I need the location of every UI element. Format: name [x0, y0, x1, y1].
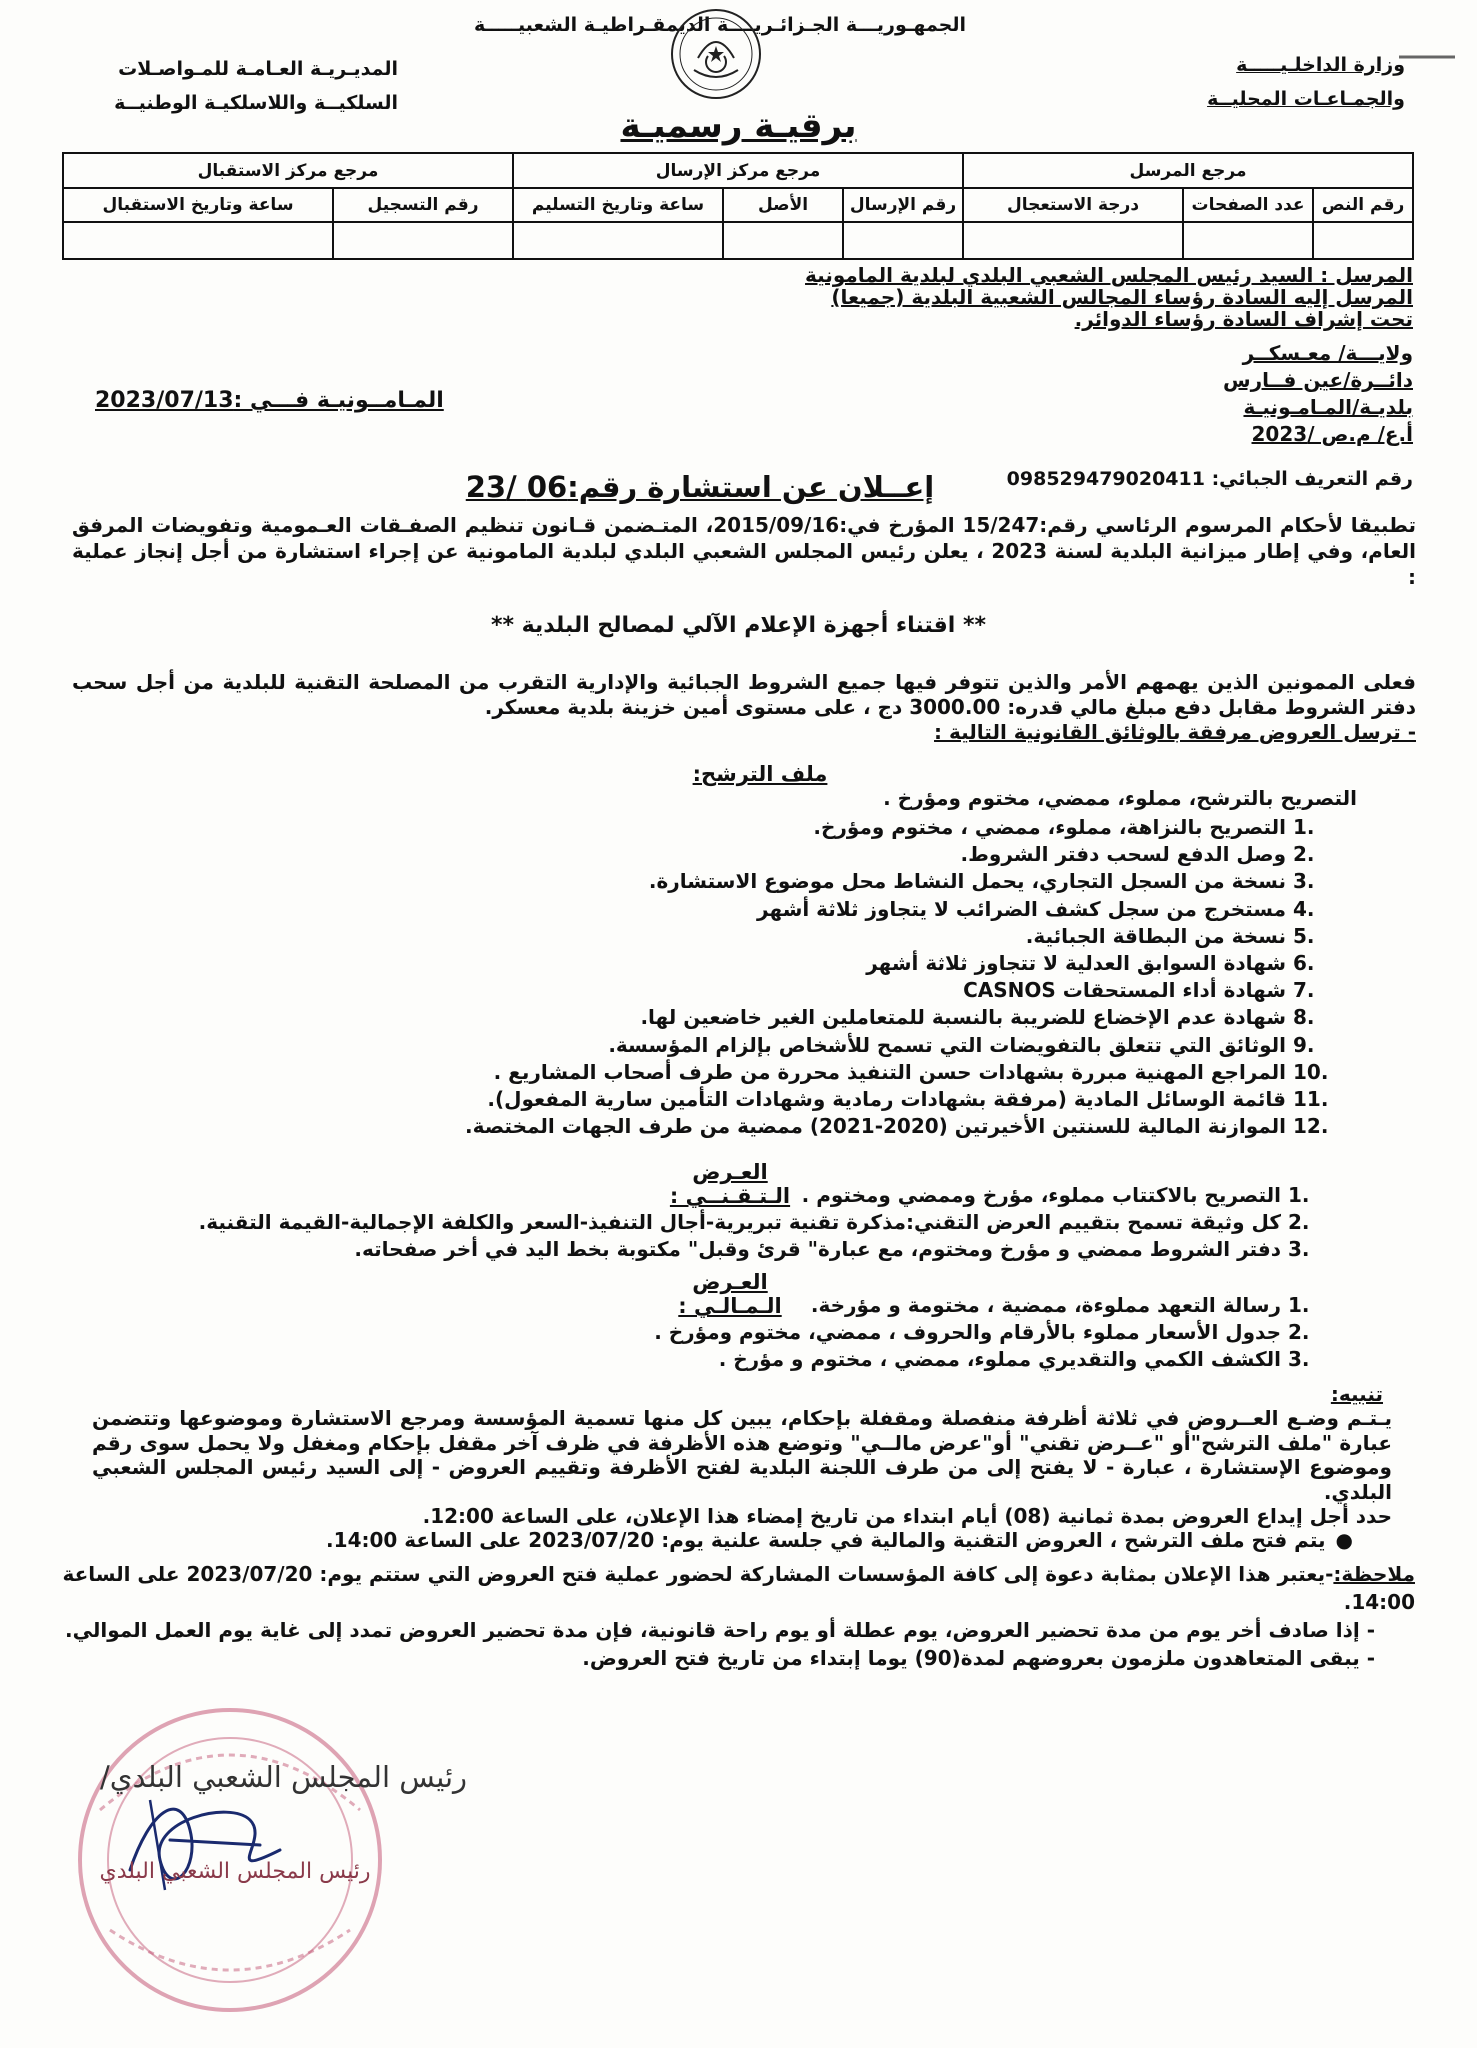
intro-paragraph: تطبيقا لأحكام المرسوم الرئاسي رقم:15/247 المؤرخ في:2015/09/16، المتـضمن قـانون تنظيم الصفـقات العـمومية وتفويضات المرفق العام، وفي إطار ميزانية البلدية لسنة 2023 ، يعلن رئيس المجلس الشعبي البلدي لبلدية المامونية عن إجراء استشارة من أجل إنجاز عملية :	[72, 513, 1417, 589]
list-item	[427, 977, 1327, 1004]
bidders-paragraph	[72, 670, 1416, 745]
list-item	[422, 1346, 1322, 1373]
financial-offer-title: العـرض الـمـالـي :	[678, 1270, 782, 1318]
item-text: مستخرج من سجل كشف الضرائب لا يتجاوز ثلاثة أشهر	[757, 896, 1287, 921]
sender-ref-header: مرجع المرسل	[963, 153, 1413, 188]
notice-paragraph	[92, 1406, 1392, 1529]
col-receipt-time: ساعة وتاريخ الاستقبال	[63, 188, 333, 221]
operation-title: ** اقتناء أجهزة الإعلام الآلي لمصالح البلدية **	[491, 613, 986, 638]
cell-blank	[513, 222, 723, 259]
item-text: جدول الأسعار مملوء بالأرقام والحروف ، ممضي، مختوم ومؤرخ .	[654, 1320, 1282, 1345]
cell-blank	[63, 222, 333, 259]
item-text: نسخة من السجل التجاري، يحمل النشاط محل موضوع الاستشارة.	[648, 869, 1287, 894]
item-text: رسالة التعهد مملوءة، ممضية ، مختومة و مؤرخة.	[810, 1293, 1282, 1317]
staple-mark	[1397, 52, 1457, 62]
handwritten-signature-icon	[110, 1770, 330, 1910]
col-origin: الأصل	[723, 188, 843, 221]
list-item	[427, 1004, 1327, 1031]
tax-id: رقم التعريف الجبائي: 09852947902041‌1	[1006, 468, 1413, 490]
reference-table	[62, 152, 1414, 260]
daira-line: دائــرة/عين فــارس	[1222, 368, 1413, 392]
list-item	[192, 1182, 1322, 1209]
cell-blank	[1313, 222, 1413, 259]
list-item	[427, 1032, 1327, 1059]
technical-offer-title: العـرض الـتـقـنــي :	[669, 1160, 791, 1208]
item-text: شهادة السوابق العدلية لا تتجاوز ثلاثة أشهر	[866, 951, 1287, 976]
list-item	[427, 950, 1327, 977]
item-number: 7.	[1293, 978, 1315, 1003]
item-number: 4.	[1293, 896, 1315, 921]
item-number: 12.	[1293, 1114, 1329, 1139]
list-item	[422, 1319, 1322, 1346]
item-number: 10.	[1293, 1059, 1329, 1084]
location-block	[1013, 340, 1413, 448]
notice-heading: تنبيه:	[1330, 1382, 1383, 1406]
list-item	[192, 1209, 1322, 1236]
receive-center-ref-header: مرجع مركز الاستقبال	[63, 153, 513, 188]
bullet-icon: ●	[1335, 1528, 1353, 1552]
list-item	[422, 1292, 1322, 1319]
item-number: 1.	[1288, 1293, 1310, 1317]
list-item	[427, 1059, 1327, 1086]
opening-text: يتم فتح ملف الترشح ، العروض التقنية والمالية في جلسة علنية يوم: 2023/07/20 على الساعة 14:00.	[326, 1528, 1326, 1552]
item-text: قائمة الوسائل المادية (مرفقة بشهادات رمادية وشهادات التأمين سارية المفعول).	[487, 1087, 1287, 1112]
item-text: التصريح بالنزاهة، مملوء، ممضي ، مختوم ومؤرخ.	[813, 815, 1287, 839]
candidature-title: ملف الترشح:	[692, 762, 828, 786]
item-number: 2.	[1293, 842, 1315, 867]
item-text: شهادة عدم الإخضاع للضريبة بالنسبة للمتعاملين الغير خاضعين لها.	[640, 1005, 1287, 1030]
item-text: الوثائق التي تتعلق بالتفويضات التي تسمح للأشخاص بإلزام المؤسسة.	[608, 1032, 1287, 1057]
list-item	[427, 841, 1327, 868]
financial-offer-list	[422, 1292, 1322, 1374]
remark-line-2: - إذا صادف أخر يوم من مدة تحضير العروض، يوم عطلة أو يوم راحة قانونية، فإن مدة تحضير العروض تمدد إلى غاية يوم العمل الموالي.	[65, 1618, 1375, 1642]
list-item	[192, 1236, 1322, 1263]
list-item	[427, 1113, 1327, 1140]
sender-line: المرسل : السيد رئيس المجلس الشعبي البلدي لبلدية المامونية	[805, 263, 1413, 287]
item-number: 1.	[1293, 815, 1315, 839]
item-number: 2.	[1288, 1320, 1310, 1345]
send-center-ref-header: مرجع مركز الإرسال	[513, 153, 963, 188]
cell-blank	[333, 222, 513, 259]
cell-blank	[723, 222, 843, 259]
remark-line-3: - يبقى المتعاهدون ملزمون بعروضهم لمدة(90) يوما إبتداء من تاريخ فتح العروض.	[582, 1646, 1375, 1670]
item-text: المراجع المهنية مبررة بشهادات حسن التنفيذ محررة من طرف أصحاب المشاريع .	[493, 1059, 1287, 1084]
remark-text-1: -يعتبر هذا الإعلان بمثابة دعوة إلى كافة المؤسسات المشاركة لحضور عملية فتح العروض التي ستتم يوم: 2023/07/20 على الساعة 14:00.	[62, 1562, 1415, 1614]
wilaya-line: ولايـــة/ معـسكــر	[1242, 341, 1413, 365]
notice-body: يـتـم وضـع العــروض في ثلاثة أظرفة منفصلة ومقفلة بإحكام، يبين كل منها تسمية المؤسسة ومرجع الاستشارة وموضوعها وتتضمن عبارة "ملف الترشح"أو "عــرض تقني" أو"عرض مالــي" وتوضع هذه الأظرفة في ظرف آخر مقفل بإحكام ومغفل ولا يحمل سوى رقم وموضوع الإستشارة ، عبارة - لا يفتح إلى من طرف اللجنة البلدية لفتح الأظرفة وتقييم العروض - إلى السيد رئيس المجلس الشعبي البلدي.	[92, 1406, 1392, 1504]
item-text: دفتر الشروط ممضي و مؤرخ ومختوم، مع عبارة" قرئ وقبل" مكتوبة بخط اليد في أخر صفحاته.	[354, 1237, 1282, 1262]
cell-blank	[963, 222, 1183, 259]
col-text-number: رقم النص	[1313, 188, 1413, 221]
item-number: 1.	[1288, 1183, 1310, 1207]
item-text: كل وثيقة تسمح بتقييم العرض التقني:مذكرة تقنية تبريرية-أجال التنفيذ-السعر والكلفة الإجمالية-القيمة التقنية.	[198, 1210, 1282, 1235]
item-number: 5.	[1293, 923, 1315, 948]
national-emblem-icon	[668, 6, 764, 102]
item-number: 3.	[1288, 1347, 1310, 1372]
remark-block	[45, 1560, 1415, 1672]
cell-blank	[1183, 222, 1313, 259]
notice-deadline: حدد أجل إيداع العروض بمدة ثمانية (08) أيام ابتداء من تاريخ إمضاء هذا الإعلان، على الساعة 12:00.	[422, 1504, 1392, 1528]
col-registration-number: رقم التسجيل	[333, 188, 513, 221]
list-item	[427, 923, 1327, 950]
date-line: المـامــونيـة فـــي :2023/07/13	[95, 388, 444, 413]
reference-line: أ.ع/ م.ص /2023	[1251, 422, 1413, 446]
col-send-number: رقم الإرسال	[843, 188, 963, 221]
supervision-line: تحت إشراف السادة رؤساء الدوائر.	[1074, 307, 1413, 331]
col-urgency: درجة الاستعجال	[963, 188, 1183, 221]
cell-blank	[843, 222, 963, 259]
bidders-send-line: - ترسل العروض مرفقة بالوثائق القانونية التالية :	[934, 720, 1416, 744]
item-number: 11.	[1293, 1087, 1329, 1112]
item-text: الموازنة المالية للسنتين الأخيرتين (2020-2021) ممضية من طرف الجهات المختصة.	[465, 1114, 1287, 1139]
list-item	[427, 814, 1327, 841]
commune-line: بلديـة/المـامـونيـة	[1243, 395, 1413, 419]
item-text: نسخة من البطاقة الجبائية.	[1025, 923, 1287, 948]
republic-heading: الجمهـوريـــة الجـزائـريــــة الديمقـراطيـة الشعبيـــــة	[473, 14, 967, 36]
remark-line-1	[45, 1560, 1415, 1616]
col-page-count: عدد الصفحات	[1183, 188, 1313, 221]
ministry-line-2: والجمـاعـات المحليــة	[1207, 88, 1405, 110]
item-number: 9.	[1293, 1032, 1315, 1057]
item-number: 2.	[1288, 1210, 1310, 1235]
opening-session-line	[153, 1528, 1353, 1552]
announcement-title: إعــلان عن استشارة رقم:06 /23	[465, 470, 935, 504]
item-text: شهادة أداء المستحقات CASNOS	[963, 978, 1287, 1003]
stamp-text: رئيس المجلس الشعبي البلدي	[99, 1859, 371, 1884]
item-text: وصل الدفع لسحب دفتر الشروط.	[960, 842, 1287, 867]
item-number: 3.	[1293, 869, 1315, 894]
document-title: برقيـة رسميـة	[620, 106, 857, 146]
item-text: التصريح بالاكتتاب مملوء، مؤرخ وممضي ومختوم .	[801, 1183, 1282, 1207]
recipients-line: المرسل إليه السادة رؤساء المجالس الشعبية البلدية (جميعا)	[831, 285, 1413, 309]
signatory-title: رئيس المجلس الشعبي البلدي/	[100, 1760, 468, 1794]
bidders-text: فعلى الممونين الذين يهمهم الأمر والذين تتوفر فيها جميع الشروط الجبائية والإدارية التقرب من المصلحة التقنية للبلدية من أجل سحب دفتر الشروط مقابل دفع مبلغ مالي قدره: 3000.00 دج ، على مستوى أمين خزينة بلدية معسكر.	[72, 670, 1416, 719]
item-number: 8.	[1293, 1005, 1315, 1030]
technical-offer-list	[192, 1182, 1322, 1264]
list-item	[427, 868, 1327, 895]
directorate-line-2: السلكيــة واللاسلكيـة الوطنيــة	[114, 92, 398, 114]
addressing-block	[513, 264, 1413, 330]
col-delivery-time: ساعة وتاريخ التسليم	[513, 188, 723, 221]
item-number: 3.	[1288, 1237, 1310, 1262]
item-number: 6.	[1293, 951, 1315, 976]
directorate-line-1: المديـريـة العـامـة للمـواصـلات	[118, 58, 398, 80]
candidature-declaration: التصريح بالترشح، مملوء، ممضي، مختوم ومؤرخ .	[883, 786, 1357, 810]
list-item	[427, 1086, 1327, 1113]
list-item	[427, 896, 1327, 923]
item-text: الكشف الكمي والتقديري مملوء، ممضي ، مختوم و مؤرخ .	[718, 1347, 1282, 1372]
candidature-list	[427, 814, 1327, 1140]
ministry-line-1: وزارة الداخلـيـــــة	[1236, 54, 1405, 76]
remark-label: ملاحظة:	[1333, 1562, 1415, 1586]
